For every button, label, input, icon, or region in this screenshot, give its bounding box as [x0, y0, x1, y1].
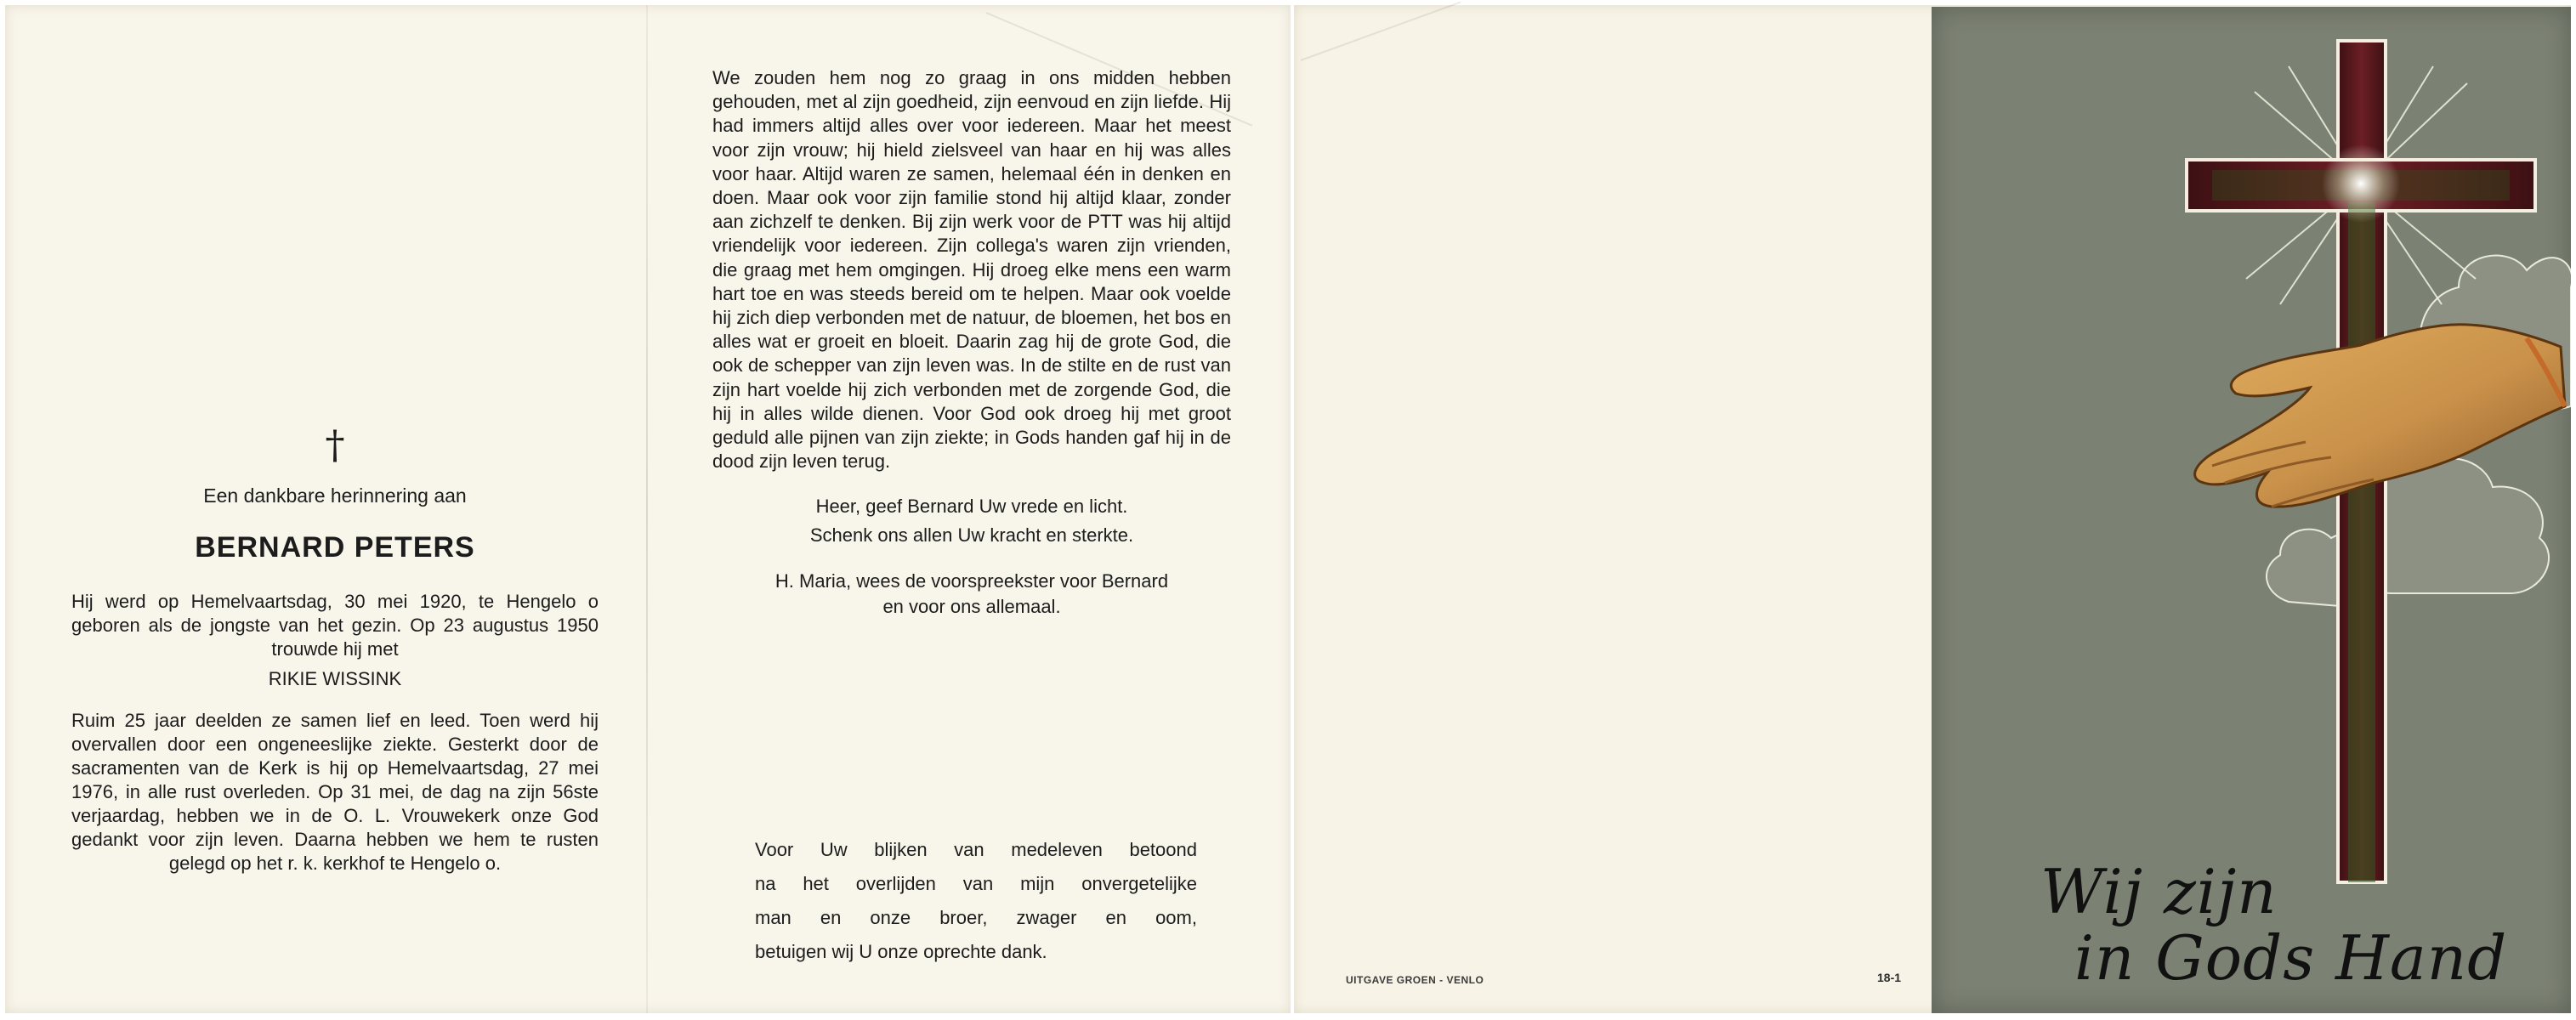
motto-line: in Gods Hand — [2074, 922, 2508, 994]
thanks-line: betuigen wij U onze oprechte dank. — [755, 941, 1047, 962]
thanks-line: na het overlijden van mijn onvergetelijke — [755, 873, 1197, 894]
life-paragraph: Ruim 25 jaar deelden ze samen lief en leed. Toen werd hij overvallen door een ongeneeslijke ziekte. Gesterkt door de sacramenten van de Kerk is hij op Hemelvaartsdag, 27 mei 1976, in alle rust overleden. Op 31 mei, de dag na zijn 56ste verjaardag, hebben we in de O. L. Vrouwekerk onze God gedankt voor zijn leven. Daarna hebben we hem te rusten gelegd op het r. k. kerkhof te Hengelo o. — [71, 710, 599, 874]
prayer — [712, 492, 1231, 550]
cross-icon: † — [325, 422, 345, 468]
intro-text: Een dankbare herinnering aan — [203, 484, 467, 507]
cover-motto — [2040, 856, 2516, 994]
prayer-line: H. Maria, wees de voorspreekster voor Bernard — [775, 570, 1169, 592]
hand-icon — [2195, 325, 2565, 507]
thanks-line: man en onze broer, zwager en oom, — [755, 907, 1197, 928]
spouse-name: RIKIE WISSINK — [268, 668, 402, 689]
deceased-name: BERNARD PETERS — [195, 531, 475, 564]
thanks-note — [755, 833, 1197, 969]
motto-line: Wij zijn — [2040, 856, 2278, 927]
publisher-imprint: UITGAVE GROEN - VENLO — [1346, 974, 1484, 986]
card-code: 18-1 — [1877, 971, 1902, 984]
fold-line — [646, 5, 648, 1013]
thanks-line: Voor Uw blijken van medeleven betoond — [755, 839, 1197, 860]
maria-prayer — [712, 569, 1231, 620]
prayer-line: Schenk ons allen Uw kracht en sterkte. — [809, 524, 1134, 547]
tribute-column — [712, 66, 1231, 620]
prayer-line: en voor ons allemaal. — [882, 596, 1061, 618]
light-glow — [2322, 144, 2400, 223]
obituary-column — [71, 422, 599, 876]
tribute-paragraph: We zouden hem nog zo graag in ons midden hebben gehouden, met al zijn goedheid, zijn eenvoud en zijn liefde. Hij had immers altijd alles over voor iedereen. Maar het meest voor zijn vrouw; hij hield zielsveel van haar en hij was alles voor haar. Altijd waren ze samen, helemaal één in denken en doen. Maar ook voor zijn familie stond hij altijd klaar, zonder aan zichzelf te denken. Bij zijn werk voor de PTT was hij altijd vriendelijk voor iedereen. Zijn collega's waren zijn vrienden, die graag met hem omgingen. Hij droeg elke mens een warm hart toe en was steeds bereid om te helpen. Maar ook voelde hij zich diep verbonden met de natuur, de bloemen, het bos en alles wat er groeit en bloeit. Daarin zag hij de grote God, die ook de schepper van zijn leven was. In de stilte en de rust van zijn hart voelde hij zich verbonden met de zorgende God, die hij in alles wilde dienen. Voor God ook droeg hij met groot geduld alle pijnen van zijn ziekte; in Gods handen gaf hij in de dood zijn leven terug. — [712, 67, 1231, 473]
birth-paragraph: Hij werd op Hemelvaartsdag, 30 mei 1920, te Hengelo o geboren als de jongste van het gezin. Op 23 augustus 1950 trouwde hij met — [71, 591, 599, 660]
prayer-line: Heer, geef Bernard Uw vrede en licht. — [815, 496, 1128, 518]
